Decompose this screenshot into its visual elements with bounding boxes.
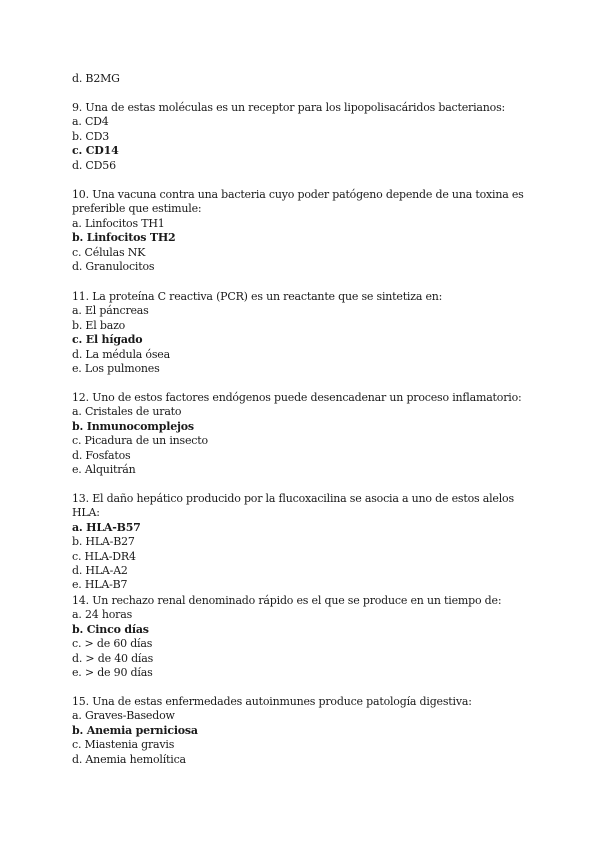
correct-option-line: b. Cinco días (72, 622, 149, 636)
option-line: c. HLA-DR4 (72, 549, 136, 563)
correct-option-line: c. CD14 (72, 144, 119, 158)
correct-option-line: c. El hígado (72, 333, 143, 347)
correct-option-line: a. HLA-B57 (72, 520, 141, 534)
option-line: d. CD56 (72, 158, 116, 172)
option-line: c. Picadura de un insecto (72, 434, 208, 448)
option-line: a. 24 horas (72, 608, 133, 622)
option-line: d. HLA-A2 (72, 564, 128, 578)
option-line: c. Células NK (72, 245, 146, 259)
correct-option-line: b. Inmunocomplejos (72, 419, 194, 433)
option-line: c. > de 60 días (72, 637, 153, 651)
question-text-line-2: preferible que estimule: (72, 202, 202, 216)
correct-option-line: b. Linfocitos TH2 (72, 231, 176, 245)
question-text: 14. Un rechazo renal denominado rápido es el que se produce en un tiempo de: (72, 594, 502, 607)
question-block (72, 391, 542, 477)
option-line: b. El bazo (72, 318, 126, 332)
option-line: b. CD3 (72, 129, 110, 143)
option-line: a. Cristales de urato (72, 405, 182, 419)
question-text: 15. Una de estas enfermedades autoinmunes produce patología digestiva: (72, 695, 472, 708)
option-line: a. Linfocitos TH1 (72, 216, 165, 230)
option-line: d. Granulocitos (72, 260, 155, 274)
question-block (72, 101, 542, 173)
option-line: b. HLA-B27 (72, 535, 135, 549)
option-line: d. B2MG (72, 72, 120, 85)
question-block (72, 695, 542, 767)
option-line: d. La médula ósea (72, 347, 170, 361)
option-line: c. Miastenia gravis (72, 738, 175, 752)
option-line: a. Graves-Basedow (72, 709, 175, 723)
question-block (72, 594, 542, 680)
question-text: 13. El daño hepático producido por la flucoxacilina se asocia a uno de estos alelos HLA: (72, 492, 514, 520)
option-line: e. > de 90 días (72, 666, 153, 680)
question-block (72, 290, 542, 376)
question-block (72, 492, 542, 593)
correct-option-line: b. Anemia perniciosa (72, 723, 198, 737)
option-line: a. El páncreas (72, 304, 149, 318)
question-text: 9. Una de estas moléculas es un receptor para los lipopolisacáridos bacterianos: (72, 101, 506, 114)
option-line: a. CD4 (72, 115, 109, 129)
question-text-line-1: 10. Una vacuna contra una bacteria cuyo poder patógeno depende de una toxina es (72, 188, 524, 201)
option-line: e. Alquitrán (72, 463, 136, 477)
option-line: e. HLA-B7 (72, 578, 128, 592)
option-line: d. > de 40 días (72, 651, 154, 665)
question-text: 11. La proteína C reactiva (PCR) es un reactante que se sintetiza en: (72, 290, 443, 303)
option-line: d. Anemia hemolítica (72, 752, 186, 766)
previous-question-tail (72, 72, 542, 86)
option-line: e. Los pulmones (72, 362, 160, 376)
option-line: d. Fosfatos (72, 448, 131, 462)
question-block (72, 188, 542, 274)
question-text: 12. Uno de estos factores endógenos puede desencadenar un proceso inflamatorio: (72, 391, 522, 404)
